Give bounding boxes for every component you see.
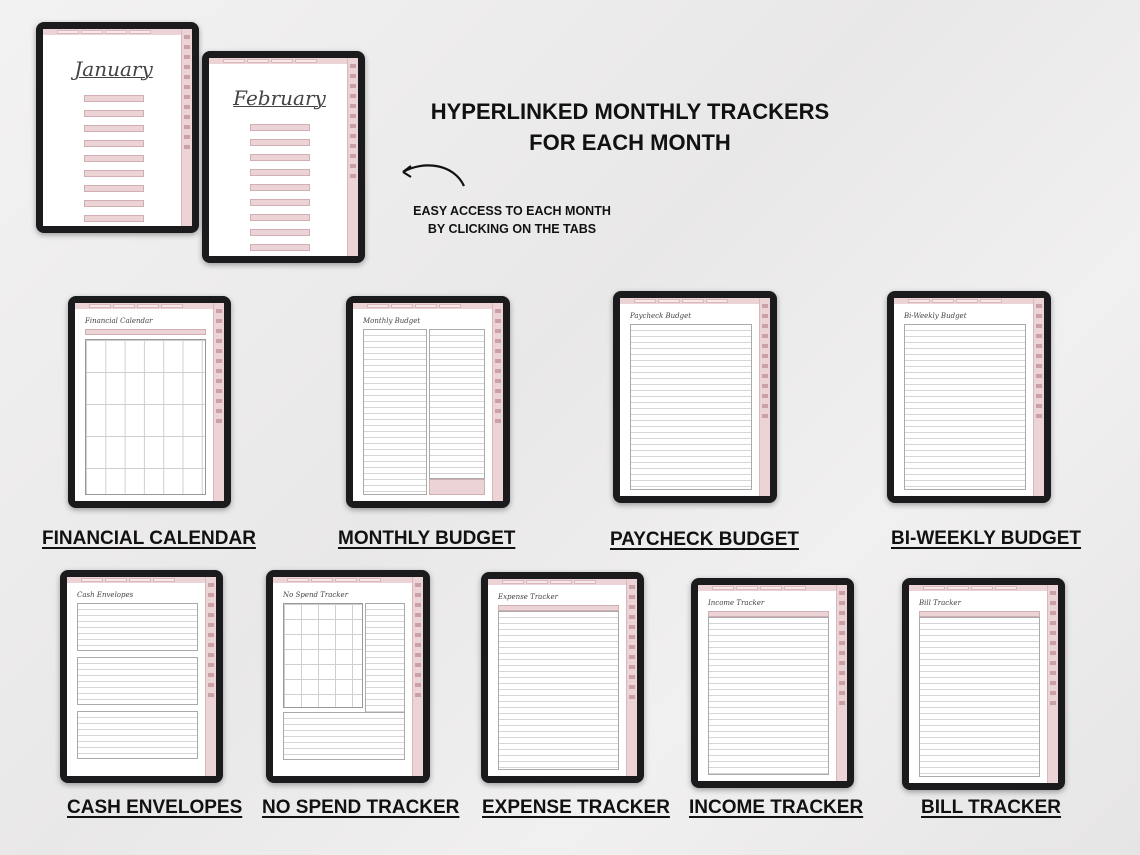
tablet-screen bbox=[75, 303, 224, 501]
subtext-line-2: BY CLICKING ON THE TABS bbox=[427, 222, 597, 236]
paycheck-table[interactable] bbox=[630, 324, 752, 490]
tablet-expense-tracker bbox=[481, 572, 644, 783]
tablet-screen bbox=[273, 577, 423, 776]
headline-line-2: FOR EACH MONTH bbox=[529, 130, 731, 155]
label-paycheck-budget: PAYCHECK BUDGET bbox=[610, 529, 799, 550]
page-title: Bi-Weekly Budget bbox=[904, 312, 967, 320]
top-tabs[interactable] bbox=[67, 577, 206, 583]
tablet-biweekly-budget bbox=[887, 291, 1051, 503]
page-title: Bill Tracker bbox=[919, 599, 961, 607]
tablet-screen bbox=[488, 579, 637, 776]
budget-table-right[interactable] bbox=[429, 329, 485, 479]
page-title: Monthly Budget bbox=[363, 317, 421, 325]
tablet-february bbox=[202, 51, 365, 263]
bill-table[interactable] bbox=[919, 617, 1040, 777]
label-expense-tracker: EXPENSE TRACKER bbox=[482, 797, 670, 818]
income-table[interactable] bbox=[708, 617, 829, 775]
month-side-tabs[interactable] bbox=[205, 577, 216, 776]
tablet-bill-tracker bbox=[902, 578, 1065, 790]
headline-line-1: HYPERLINKED MONTHLY TRACKERS bbox=[430, 99, 830, 124]
tablet-screen bbox=[909, 585, 1058, 783]
top-tabs[interactable] bbox=[909, 585, 1048, 591]
month-side-tabs[interactable] bbox=[181, 29, 192, 226]
top-tabs[interactable] bbox=[894, 298, 1034, 304]
top-tabs[interactable] bbox=[43, 29, 182, 35]
motivation-box bbox=[365, 603, 405, 715]
month-links[interactable] bbox=[250, 124, 310, 251]
notes-box bbox=[283, 712, 405, 760]
month-side-tabs[interactable] bbox=[347, 58, 358, 256]
top-tabs[interactable] bbox=[273, 577, 413, 583]
label-no-spend-tracker: NO SPEND TRACKER bbox=[262, 797, 460, 818]
top-tabs[interactable] bbox=[75, 303, 214, 309]
no-spend-grid[interactable] bbox=[283, 603, 363, 708]
label-cash-envelopes: CASH ENVELOPES bbox=[67, 797, 243, 818]
calendar-grid[interactable] bbox=[85, 339, 206, 495]
tablet-cash-envelopes bbox=[60, 570, 223, 783]
tablet-screen bbox=[698, 585, 847, 781]
label-income-tracker: INCOME TRACKER bbox=[689, 797, 864, 818]
top-tabs[interactable] bbox=[353, 303, 493, 309]
tablet-paycheck-budget bbox=[613, 291, 777, 503]
weekday-header bbox=[85, 329, 206, 335]
biweekly-table[interactable] bbox=[904, 324, 1026, 490]
expense-table[interactable] bbox=[498, 611, 619, 770]
month-side-tabs[interactable] bbox=[492, 303, 503, 501]
month-title: January bbox=[74, 57, 153, 81]
tablet-screen bbox=[894, 298, 1044, 496]
summary-box bbox=[429, 479, 485, 495]
tablet-no-spend-tracker bbox=[266, 570, 430, 783]
page-title: Cash Envelopes bbox=[77, 591, 134, 599]
envelope-3[interactable] bbox=[77, 711, 198, 759]
page-title: No Spend Tracker bbox=[283, 591, 349, 599]
top-tabs[interactable] bbox=[209, 58, 348, 64]
tablet-screen bbox=[43, 29, 192, 226]
month-side-tabs[interactable] bbox=[1047, 585, 1058, 783]
month-side-tabs[interactable] bbox=[213, 303, 224, 501]
envelope-2[interactable] bbox=[77, 657, 198, 705]
envelope-1[interactable] bbox=[77, 603, 198, 651]
label-bill-tracker: BILL TRACKER bbox=[921, 797, 1062, 818]
month-side-tabs[interactable] bbox=[412, 577, 423, 776]
page-title: Paycheck Budget bbox=[630, 312, 692, 320]
top-tabs[interactable] bbox=[488, 579, 627, 585]
tablet-screen bbox=[620, 298, 770, 496]
page-title: Income Tracker bbox=[708, 599, 765, 607]
label-biweekly-budget: BI-WEEKLY BUDGET bbox=[891, 528, 1082, 549]
tablet-january bbox=[36, 22, 199, 233]
tablet-screen bbox=[67, 577, 216, 776]
tablet-financial-calendar bbox=[68, 296, 231, 508]
page-title: Financial Calendar bbox=[85, 317, 153, 325]
subtext bbox=[392, 202, 632, 238]
label-financial-calendar: FINANCIAL CALENDAR bbox=[42, 528, 256, 549]
headline bbox=[400, 96, 860, 158]
top-tabs[interactable] bbox=[620, 298, 760, 304]
month-side-tabs[interactable] bbox=[759, 298, 770, 496]
month-links[interactable] bbox=[84, 95, 144, 222]
tablet-screen bbox=[209, 58, 358, 256]
top-tabs[interactable] bbox=[698, 585, 837, 591]
subtext-line-1: EASY ACCESS TO EACH MONTH bbox=[413, 204, 611, 218]
curved-arrow-icon bbox=[396, 158, 468, 190]
page-title: Expense Tracker bbox=[498, 593, 558, 601]
month-title: February bbox=[233, 86, 326, 110]
tablet-screen bbox=[353, 303, 503, 501]
tablet-income-tracker bbox=[691, 578, 854, 788]
label-monthly-budget: MONTHLY BUDGET bbox=[338, 528, 516, 549]
month-side-tabs[interactable] bbox=[1033, 298, 1044, 496]
tablet-monthly-budget bbox=[346, 296, 510, 508]
month-side-tabs[interactable] bbox=[836, 585, 847, 781]
budget-table-left[interactable] bbox=[363, 329, 427, 495]
month-side-tabs[interactable] bbox=[626, 579, 637, 776]
